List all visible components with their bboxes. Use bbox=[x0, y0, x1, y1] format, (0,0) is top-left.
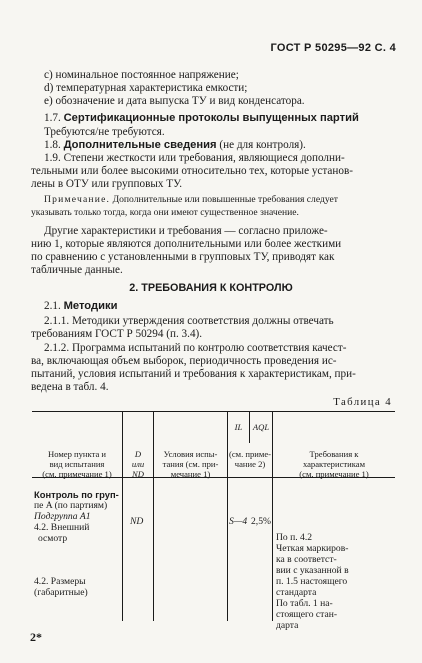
clause-number: 1.7. bbox=[44, 112, 61, 124]
header-line: Требования к bbox=[309, 449, 359, 459]
clause-1-9-line: 1.9. Степени жесткости или требования, являющиеся дополни- bbox=[44, 152, 345, 164]
clause-2-1-1-line: требованиям ГОСТ Р 50294 (п. 3.4). bbox=[31, 328, 203, 340]
clause-1-9-line: лены в ОТУ или групповых ТУ. bbox=[31, 178, 183, 190]
row-test: 4.2. Размеры bbox=[34, 576, 86, 587]
header-line: D bbox=[134, 449, 142, 459]
note-line bbox=[44, 193, 338, 207]
header-line: (см. примечание 1) bbox=[299, 469, 369, 479]
other-line: Другие характеристики и требования — согласно приложе- bbox=[44, 225, 328, 237]
clause-2-1-2-line: ва, включающая объем выборок, периодичность проведения ис- bbox=[31, 355, 337, 367]
header-line: тания (см. при- bbox=[162, 459, 219, 469]
other-line: табличные данные. bbox=[31, 264, 123, 276]
clause-1-9-line: тельными или более высокими относительно тех, которые установ- bbox=[31, 165, 353, 177]
row-test: осмотр bbox=[38, 533, 68, 544]
clause-2-1-2-line: пытаний, условия испытаний и требования к характеристикам, при- bbox=[31, 368, 356, 380]
header-aql: AQL bbox=[252, 422, 270, 432]
header-line: вид испытания bbox=[49, 459, 105, 469]
clause-2-1-1-line: 2.1.1. Методики утверждения соответствия должны отвечать bbox=[44, 315, 334, 327]
item-d: d) температурная характеристика емкости; bbox=[44, 82, 248, 94]
table-col-rule bbox=[272, 411, 273, 621]
table-top-rule bbox=[32, 411, 395, 412]
header-test-item bbox=[32, 449, 122, 479]
row-req: По табл. 1 на- bbox=[276, 598, 333, 609]
header-line: (см. приме- bbox=[228, 449, 272, 459]
row-req: По п. 4.2 bbox=[276, 532, 313, 543]
row-req: дарта bbox=[276, 620, 299, 631]
section-title: 2. ТРЕБОВАНИЯ К КОНТРОЛЮ bbox=[129, 282, 293, 294]
clause-1-7 bbox=[44, 111, 359, 125]
row-d-nd: ND bbox=[130, 516, 144, 527]
header-il: IL bbox=[234, 422, 243, 432]
row-req: вии с указанной в bbox=[276, 565, 349, 576]
header-d-nd bbox=[123, 449, 153, 479]
subgroup-title: Подгруппа A1 bbox=[34, 511, 91, 522]
table-col-rule bbox=[122, 411, 123, 621]
header-requirements bbox=[273, 449, 395, 479]
note-label: Примечание. bbox=[44, 194, 111, 205]
item-e: е) обозначение и дата выпуска ТУ и вид конденсатора. bbox=[44, 95, 305, 107]
row-req: стандарта bbox=[276, 587, 317, 598]
header-line: или bbox=[131, 459, 145, 469]
row-req: стоящего стан- bbox=[276, 609, 338, 620]
table-col-rule bbox=[227, 411, 228, 621]
clause-title: Методики bbox=[63, 300, 118, 312]
item-c: с) номинальное постоянное напряжение; bbox=[44, 69, 239, 81]
clause-number: 1.8. bbox=[44, 139, 61, 151]
header-line: чание 2) bbox=[234, 459, 266, 469]
page-number: 2* bbox=[30, 630, 42, 644]
table-4 bbox=[32, 411, 395, 621]
header-line: характеристикам bbox=[302, 459, 366, 469]
row-il: S—4 bbox=[229, 516, 248, 527]
table-caption: Таблица 4 bbox=[333, 396, 392, 408]
clause-title: Сертификационные протоколы выпущенных партий bbox=[63, 112, 359, 124]
clause-rest: (не для контроля). bbox=[219, 139, 306, 151]
header-line: мечание 1) bbox=[170, 469, 211, 479]
clause-2-1 bbox=[44, 299, 117, 313]
row-req: п. 1.5 настоящего bbox=[276, 576, 348, 587]
header-line: (см. примечание 1) bbox=[42, 469, 112, 479]
clause-2-1-2-line: 2.1.2. Программа испытаний по контролю соответствия качест- bbox=[44, 342, 347, 354]
header-line: ND bbox=[132, 469, 144, 479]
page-header: ГОСТ Р 50295—92 С. 4 bbox=[270, 42, 396, 54]
clause-1-7-text: Требуются/не требуются. bbox=[44, 126, 165, 138]
row-req: ка в соответст- bbox=[276, 554, 337, 565]
row-test: (габаритные) bbox=[34, 587, 88, 598]
clause-1-8 bbox=[44, 138, 306, 152]
other-line: нию 1, которые являются дополнительными или более жесткими bbox=[31, 238, 342, 250]
clause-number: 2.1. bbox=[44, 300, 61, 312]
row-req: Четкая маркиров- bbox=[276, 543, 349, 554]
header-line: Номер пункта и bbox=[47, 449, 107, 459]
note-text: Дополнительные или повышенные требования следует bbox=[112, 194, 338, 205]
note-line: указывать только тогда, когда они имеют существенное значение. bbox=[31, 207, 299, 218]
group-title: Контроль по груп- bbox=[34, 489, 119, 500]
row-test: 4.2. Внешний bbox=[34, 522, 90, 533]
clause-title: Дополнительные сведения bbox=[63, 139, 217, 151]
group-title: пе A (по партиям) bbox=[34, 500, 108, 511]
header-line: Условия испы- bbox=[163, 449, 218, 459]
header-il-aql-note bbox=[228, 449, 272, 469]
other-line: по сравнению с установленными в групповых ТУ, приводят как bbox=[31, 251, 335, 263]
header-conditions bbox=[154, 449, 227, 479]
row-aql: 2,5% bbox=[251, 516, 271, 527]
clause-2-1-2-line: ведена в табл. 4. bbox=[31, 381, 109, 393]
table-col-rule bbox=[153, 411, 154, 621]
